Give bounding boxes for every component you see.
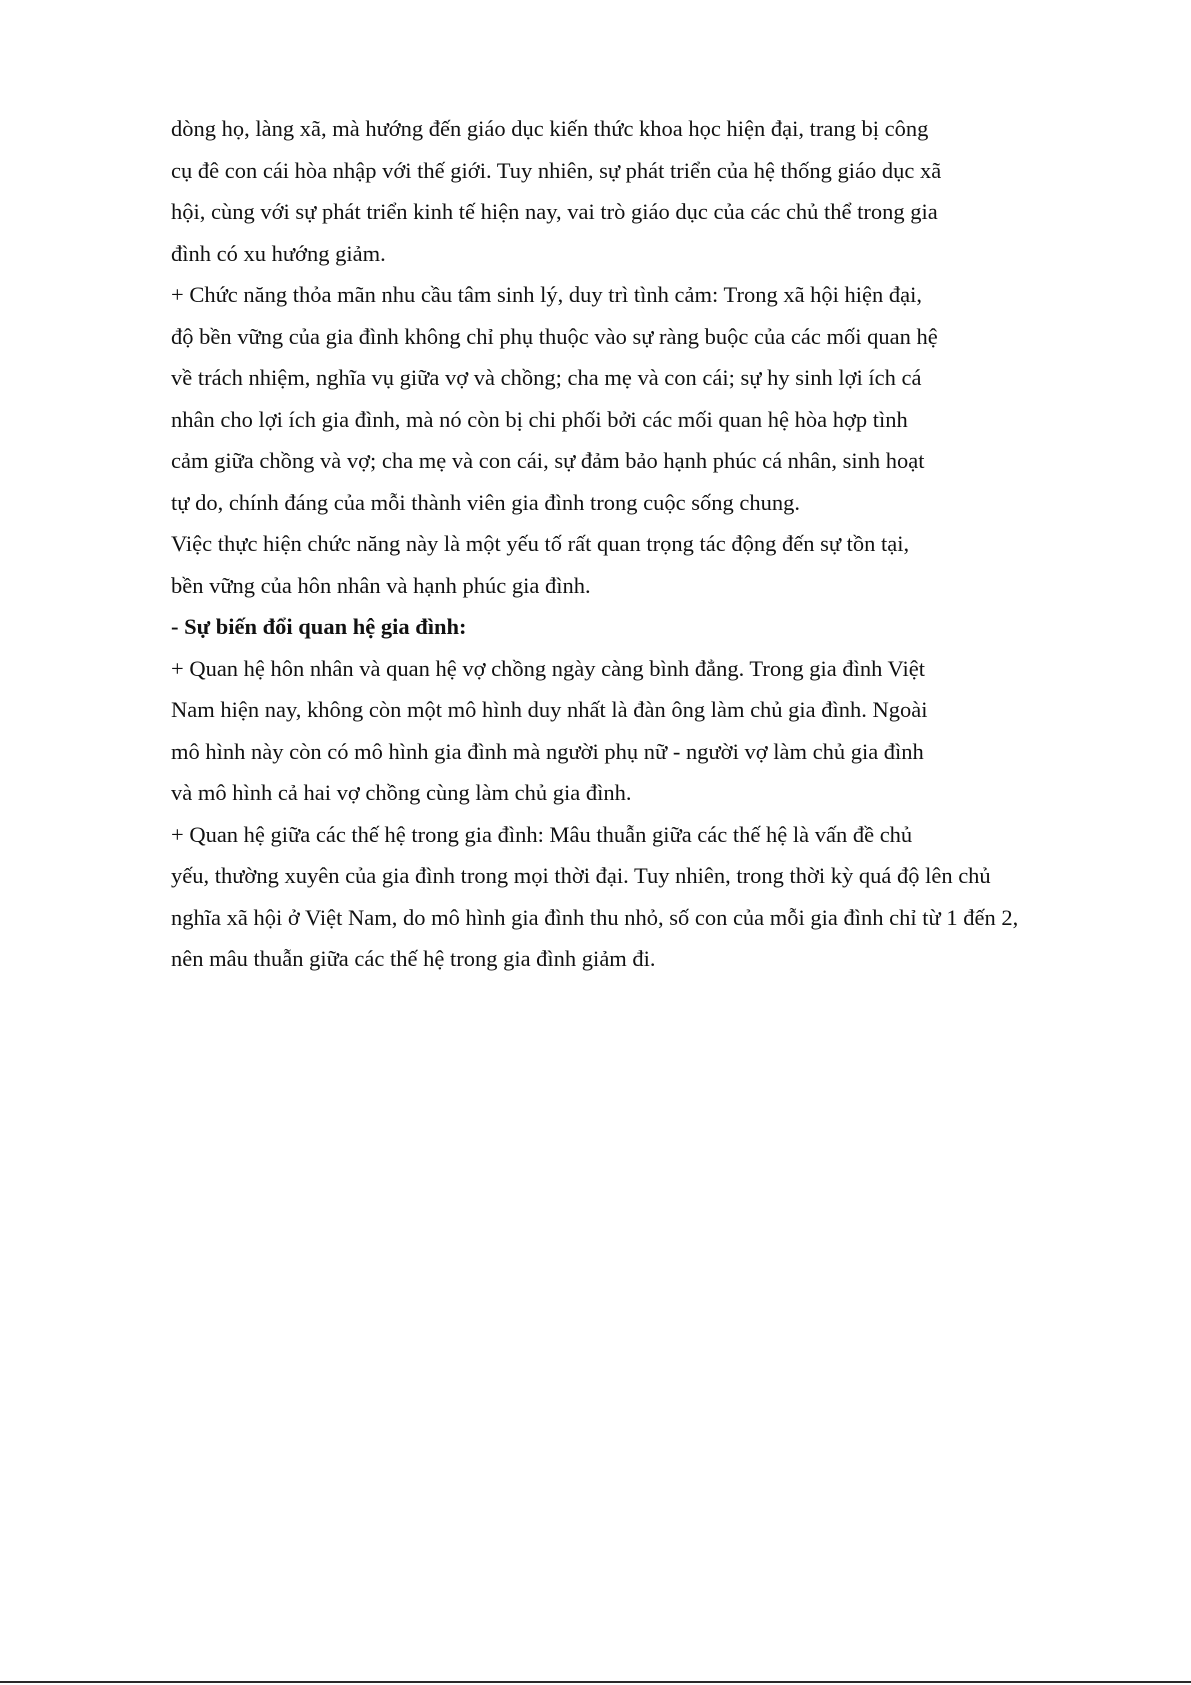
text-line: nên mâu thuẫn giữa các thế hệ trong gia đình giảm đi. [171,946,656,971]
text-line: độ bền vững của gia đình không chỉ phụ thuộc vào sự ràng buộc của các mối quan hệ [171,323,938,349]
text-line: + Quan hệ giữa các thế hệ trong gia đình: Mâu thuẫn giữa các thế hệ là vấn đề chủ [171,821,913,847]
text-line: cảm giữa chồng và vợ; cha mẹ và con cái, sự đảm bảo hạnh phúc cá nhân, sinh hoạt [171,448,925,473]
page-bottom-rule [0,1681,1191,1683]
text-line: + Quan hệ hôn nhân và quan hệ vợ chồng ngày càng bình đẳng. Trong gia đình Việt [171,655,925,681]
text-line: bền vững của hôn nhân và hạnh phúc gia đình. [171,572,591,598]
text-line: nghĩa xã hội ở Việt Nam, do mô hình gia đình thu nhỏ, số con của mỗi gia đình chỉ từ 1 đến 2, [171,904,1019,930]
text-line: hội, cùng với sự phát triển kinh tế hiện nay, vai trò giáo dục của các chủ thể trong gia [171,199,938,224]
page-body [171,108,1171,980]
text-line: về trách nhiệm, nghĩa vụ giữa vợ và chồng; cha mẹ và con cái; sự hy sinh lợi ích cá [171,365,922,390]
text-line: mô hình này còn có mô hình gia đình mà người phụ nữ - người vợ làm chủ gia đình [171,738,924,764]
text-line: Việc thực hiện chức năng này là một yếu tố rất quan trọng tác động đến sự tồn tại, [171,531,910,556]
text-line: cụ đê con cái hòa nhập với thế giới. Tuy nhiên, sự phát triển của hệ thống giáo dục xã [171,157,942,183]
text-line: yếu, thường xuyên của gia đình trong mọi thời đại. Tuy nhiên, trong thời kỳ quá độ lên chủ [171,863,991,888]
text-line: + Chức năng thỏa mãn nhu cầu tâm sinh lý, duy trì tình cảm: Trong xã hội hiện đại, [171,282,923,307]
text-line: nhân cho lợi ích gia đình, mà nó còn bị chi phối bởi các mối quan hệ hòa hợp tình [171,406,908,432]
text-line: Nam hiện nay, không còn một mô hình duy nhất là đàn ông làm chủ gia đình. Ngoài [171,697,928,722]
text-line: dòng họ, làng xã, mà hướng đến giáo dục kiến thức khoa học hiện đại, trang bị công [171,116,929,141]
text-line: đình có xu hướng giảm. [171,240,386,266]
section-heading: - Sự biến đổi quan hệ gia đình: [171,614,467,639]
text-line: và mô hình cả hai vợ chồng cùng làm chủ gia đình. [171,780,632,805]
text-line: tự do, chính đáng của mỗi thành viên gia đình trong cuộc sống chung. [171,489,800,515]
